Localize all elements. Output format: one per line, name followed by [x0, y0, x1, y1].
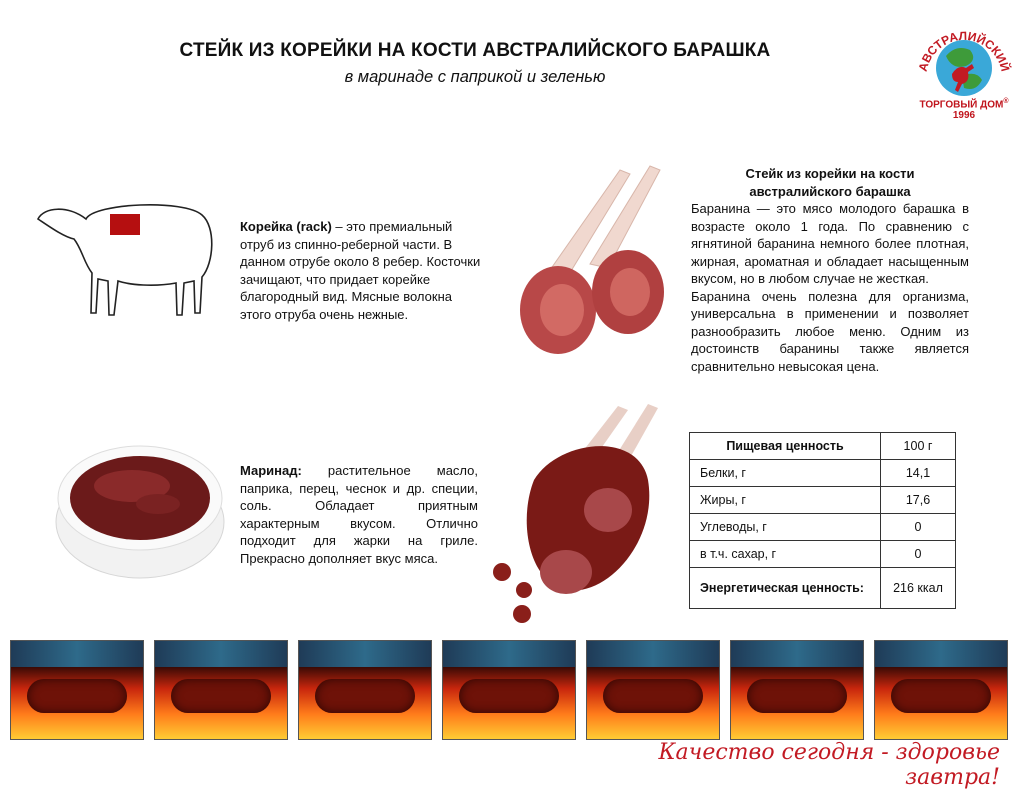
slogan: Качество сегодня - здоровье завтра! — [658, 740, 1000, 790]
marinated-lamb-rack-image — [488, 400, 664, 634]
page-subtitle: в маринаде с паприкой и зеленью — [344, 68, 606, 86]
logo-registered: ® — [1003, 98, 1009, 105]
lamb-description-title — [691, 165, 969, 200]
logo-name: ТОРГОВЫЙ ДОМ — [919, 99, 1004, 111]
nutrition-header-row — [690, 433, 956, 460]
nutrient-name: Углеводы, г — [690, 514, 881, 541]
logo-arc-text: АВСТРАЛИЙСКИЙ — [915, 28, 1013, 73]
energy-label: Энергетическая ценность: — [690, 568, 881, 609]
marinade-bowl-image — [48, 418, 232, 590]
nutrition-header-label: Пищевая ценность — [690, 433, 881, 460]
nutrition-header-amount: 100 г — [881, 433, 956, 460]
product-package-image — [298, 640, 432, 740]
lamb-description-para2: Баранина очень полезна для организма, универсальна в применении и позволяет разнообразить любое меню. Одним из достоинств баранины также является сравнительно невысокая цена. — [691, 288, 969, 374]
sheep-cut-diagram — [34, 193, 220, 323]
energy-value: 216 ккал — [881, 568, 956, 609]
marinade-description — [240, 462, 478, 567]
lamb-title-line2: австралийского барашка — [749, 183, 911, 199]
product-package-image — [730, 640, 864, 740]
marinade-text: растительное масло, паприка, перец, чеснок и др. специи, соль. Обладает приятным характерным вкусом. Отлично подходит для жарки на гриле. Прекрасно дополняет вкус мяса. — [240, 463, 478, 566]
nutrition-table — [689, 432, 956, 609]
product-package-image — [10, 640, 144, 740]
rack-description — [240, 218, 484, 323]
product-package-image — [874, 640, 1008, 740]
logo-year: 1996 — [952, 110, 976, 122]
nutrient-value: 14,1 — [881, 460, 956, 487]
product-package-image — [586, 640, 720, 740]
nutrient-value: 0 — [881, 541, 956, 568]
table-row — [690, 541, 956, 568]
nutrient-name: Жиры, г — [690, 487, 881, 514]
logo-caption — [908, 96, 1020, 121]
table-row — [690, 487, 956, 514]
rack-text: – это премиальный отруб из спинно-реберной части. В данном отрубе около 8 ребер. Косточки зачищают, что придает корейке благородный вид. Мясные волокна этого отруба очень нежные. — [240, 219, 481, 322]
rack-term: Корейка (rack) — [240, 219, 332, 234]
table-row — [690, 514, 956, 541]
lamb-title-line1: Стейк из корейки на кости — [745, 166, 915, 181]
nutrient-name: Белки, г — [690, 460, 881, 487]
lamb-description — [691, 165, 969, 375]
nutrient-name: в т.ч. сахар, г — [690, 541, 881, 568]
nutrient-value: 0 — [881, 514, 956, 541]
product-package-image — [442, 640, 576, 740]
lamb-description-para1: Баранина — это мясо молодого барашка в возрасте около 1 года. По сравнению с ягнятиной баранина немного более плотная, жирная, ароматная и обладает насыщенным вкусом, но в любом случае не жесткая. — [691, 201, 969, 286]
nutrient-value: 17,6 — [881, 487, 956, 514]
marinade-term: Маринад: — [240, 463, 302, 478]
rack-cut-marker — [110, 214, 140, 235]
energy-row — [690, 568, 956, 609]
table-row — [690, 460, 956, 487]
raw-lamb-rack-image — [510, 160, 670, 375]
product-package-image — [154, 640, 288, 740]
page-title: СТЕЙК ИЗ КОРЕЙКИ НА КОСТИ АВСТРАЛИЙСКОГО БАРАШКА — [179, 40, 771, 61]
